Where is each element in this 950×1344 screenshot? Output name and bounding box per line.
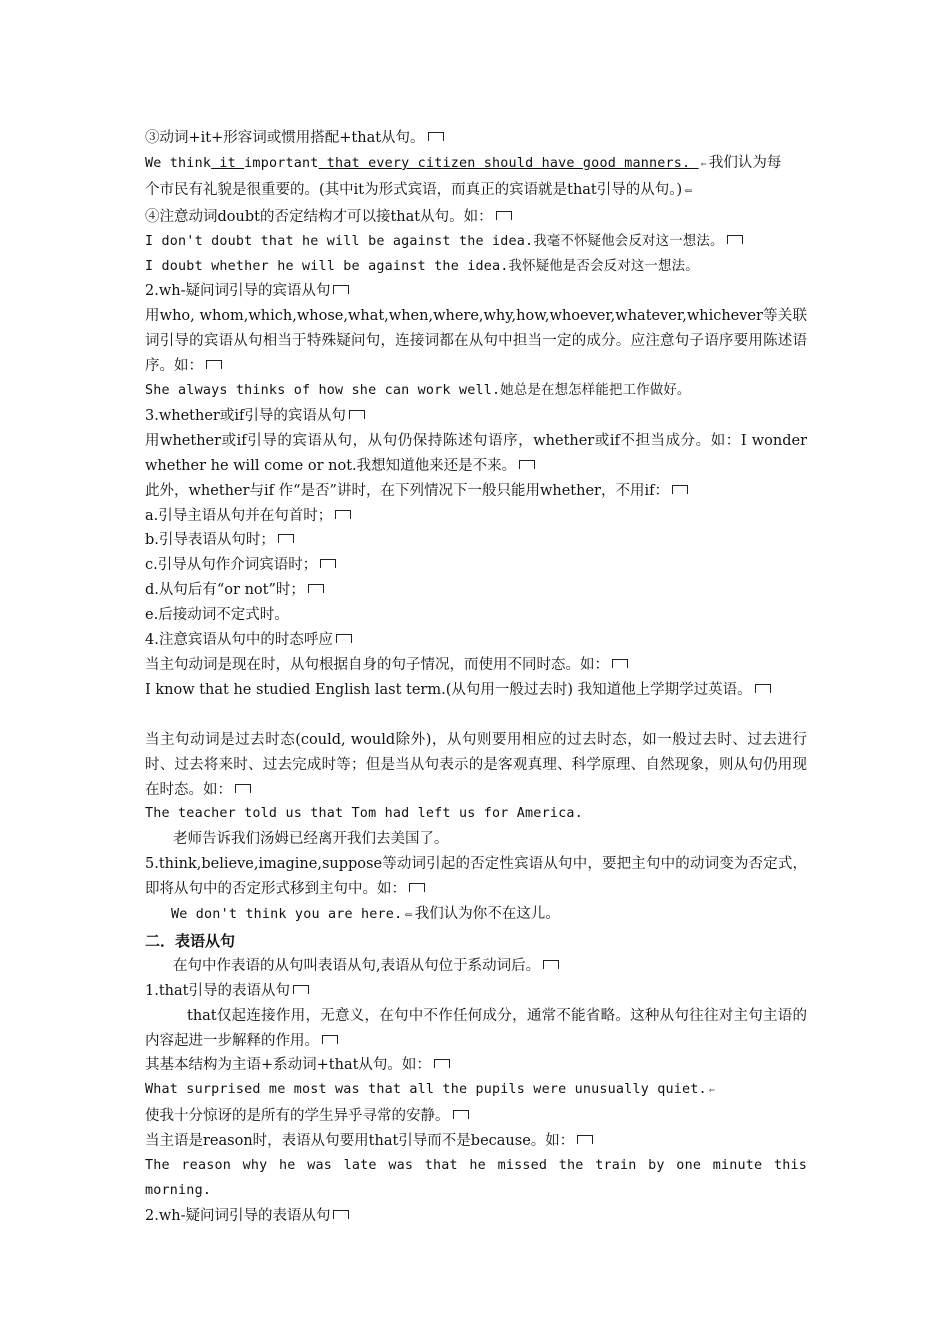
list-item <box>145 553 807 578</box>
paragraph-mark-icon <box>349 410 365 419</box>
text: c.引导从句作介词宾语时； <box>145 557 318 574</box>
text: 此外，whether与if 作“是否”讲时，在下列情况下一般只能用whether，不用if： <box>145 482 669 499</box>
line-break-icon: ⇐ <box>700 158 707 170</box>
example-sentence <box>145 902 807 929</box>
text-line <box>145 205 807 230</box>
paragraph-mark-icon <box>727 235 743 244</box>
paragraph <box>145 304 807 379</box>
paragraph <box>145 1004 807 1054</box>
line-break-icon: ⇐ <box>684 185 693 197</box>
text: 2.wh-疑问词引导的宾语从句 <box>145 283 331 300</box>
paragraph-mark-icon <box>278 534 294 543</box>
example-sentence <box>145 151 807 178</box>
text: 3.whether或if引导的宾语从句 <box>145 407 346 424</box>
text: 老师告诉我们汤姆已经离开我们去美国了。 <box>173 831 449 848</box>
text: that every citizen should have good manners. <box>326 155 691 171</box>
paragraph <box>145 728 807 803</box>
paragraph-mark-icon <box>612 659 628 668</box>
paragraph-mark-icon <box>409 883 425 892</box>
document-page <box>145 126 807 1229</box>
text: We don't think you are here. <box>171 906 403 922</box>
text-line <box>145 1129 807 1154</box>
paragraph <box>145 852 807 902</box>
text: 用whether或if引导的宾语从句，从句仍保持陈述句语序，whether或if不担当成分。如：I wonder whether he will come or not.我想知道他来还是不来。 <box>145 432 807 474</box>
paragraph-mark-icon <box>496 211 512 220</box>
translation-line <box>145 827 807 852</box>
text: 个市民有礼貌是很重要的。(其中it为形式宾语，而真正的宾语就是that引导的从句。) <box>145 181 683 198</box>
text: a.引导主语从句并在句首时； <box>145 507 333 524</box>
text: I know that he studied English last term.(从句用一般过去时) 我知道他上学期学过英语。 <box>145 681 752 698</box>
text-line <box>145 1053 807 1078</box>
example-sentence <box>145 379 807 404</box>
text: 4.注意宾语从句中的时态呼应 <box>145 632 333 649</box>
paragraph <box>145 429 807 479</box>
paragraph-mark-icon <box>672 485 688 494</box>
section-subheading <box>145 404 807 429</box>
text: The teacher told us that Tom had left us for America. <box>145 806 583 822</box>
paragraph-mark-icon <box>322 1035 338 1044</box>
section-heading <box>145 929 807 954</box>
paragraph-mark-icon <box>519 460 535 469</box>
text: ④注意动词doubt的否定结构才可以接that从句。如： <box>145 208 493 225</box>
text: 1.that引导的表语从句 <box>145 982 290 999</box>
list-item <box>145 528 807 553</box>
text: 用who, whom,which,whose,what,when,where,why,how,whoever,whatever,whichever等关联词引导的宾语从句相当于特殊疑问句，连接词都在从句中担当一定的成分。应注意句子语序要用陈述语序。如： <box>145 308 807 375</box>
text: 二．表语从句 <box>145 931 236 950</box>
text: 当主句动词是现在时，从句根据自身的句子情况，而使用不同时态。如： <box>145 656 609 673</box>
text: ③动词+it+形容词或惯用搭配+that从句。 <box>145 130 425 146</box>
text: 使我十分惊讶的是所有的学生异乎寻常的安静。 <box>145 1108 450 1125</box>
text: important <box>244 155 319 171</box>
text-line <box>145 954 807 979</box>
line-break-icon: ⇐ <box>708 1085 716 1097</box>
paragraph-mark-icon <box>434 1059 450 1068</box>
paragraph-mark-icon <box>293 985 309 994</box>
line-break-icon: ⇐ <box>404 909 413 921</box>
list-item <box>145 504 807 529</box>
text: it <box>219 155 236 171</box>
paragraph-mark-icon <box>206 360 222 369</box>
paragraph-mark-icon <box>543 960 559 969</box>
example-paragraph <box>145 1154 807 1204</box>
text: e.后接动词不定式时。 <box>145 607 289 624</box>
paragraph-mark-icon <box>333 1210 349 1219</box>
text: I don't doubt that he will be against the idea.我毫不怀疑他会反对这一想法。 <box>145 233 724 249</box>
text: 当主句动词是过去时态(could, would除外)，从句则要用相应的过去时态，如一般过去时、过去进行时、过去将来时、过去完成时等；但是当从句表示的是客观真理、科学原理、自然现象，则从句仍用现在时态。如： <box>145 731 807 798</box>
paragraph-mark-icon <box>755 684 771 693</box>
paragraph-mark-icon <box>320 559 336 568</box>
example-sentence <box>145 230 807 255</box>
paragraph-mark-icon <box>577 1135 593 1144</box>
text: 2.wh-疑问词引导的表语从句 <box>145 1207 331 1224</box>
paragraph-mark-icon <box>428 132 444 141</box>
text: 当主语是reason时，表语从句要用that引导而不是because。如： <box>145 1133 575 1150</box>
paragraph-mark-icon <box>235 784 251 793</box>
text: 我们认为你不在这儿。 <box>414 905 560 922</box>
underlined-text <box>319 156 699 171</box>
text: I doubt whether he will be against the idea.我怀疑他是否会反对这一想法。 <box>145 258 699 274</box>
list-item <box>145 578 807 603</box>
text: b.引导表语从句时； <box>145 532 275 549</box>
text: 5.think,believe,imagine,suppose等动词引起的否定性宾语从句中，要把主句中的动词变为否定式，即将从句中的否定形式移到主句中。如： <box>145 856 807 898</box>
text: What surprised me most was that all the pupils were unusually quiet. <box>145 1082 707 1098</box>
example-sentence <box>145 802 807 827</box>
text: 其基本结构为主语+系动词+that从句。如： <box>145 1057 431 1074</box>
example-sentence <box>145 255 807 280</box>
paragraph-mark-icon <box>335 510 351 519</box>
section-subheading <box>145 628 807 653</box>
text: d.从句后有“or not”时； <box>145 582 305 599</box>
paragraph-mark-icon <box>333 285 349 294</box>
text: 在句中作表语的从句叫表语从句,表语从句位于系动词后。 <box>173 957 541 974</box>
text: 我们认为每 <box>708 154 782 171</box>
section-subheading <box>145 279 807 304</box>
text-line <box>145 479 807 504</box>
list-item <box>145 603 807 628</box>
text: She always thinks of how she can work well.她总是在想怎样能把工作做好。 <box>145 383 691 399</box>
example-paragraph <box>145 678 807 728</box>
translation-line <box>145 1104 807 1129</box>
text: that仅起连接作用，无意义，在句中不作任何成分，通常不能省略。这种从句往往对主句主语的内容起进一步解释的作用。 <box>145 1007 807 1049</box>
paragraph-mark-icon <box>453 1110 469 1119</box>
section-subheading <box>145 1204 807 1229</box>
underlined-text <box>211 156 244 171</box>
text-line <box>145 178 807 205</box>
text: We think <box>145 155 212 171</box>
text: The reason why he was late was that he missed the train by one minute this morning. <box>145 1158 807 1198</box>
example-sentence <box>145 1078 807 1104</box>
text-line <box>145 126 807 151</box>
paragraph-mark-icon <box>336 634 352 643</box>
paragraph-mark-icon <box>308 584 324 593</box>
section-subheading <box>145 979 807 1004</box>
text-line <box>145 653 807 678</box>
